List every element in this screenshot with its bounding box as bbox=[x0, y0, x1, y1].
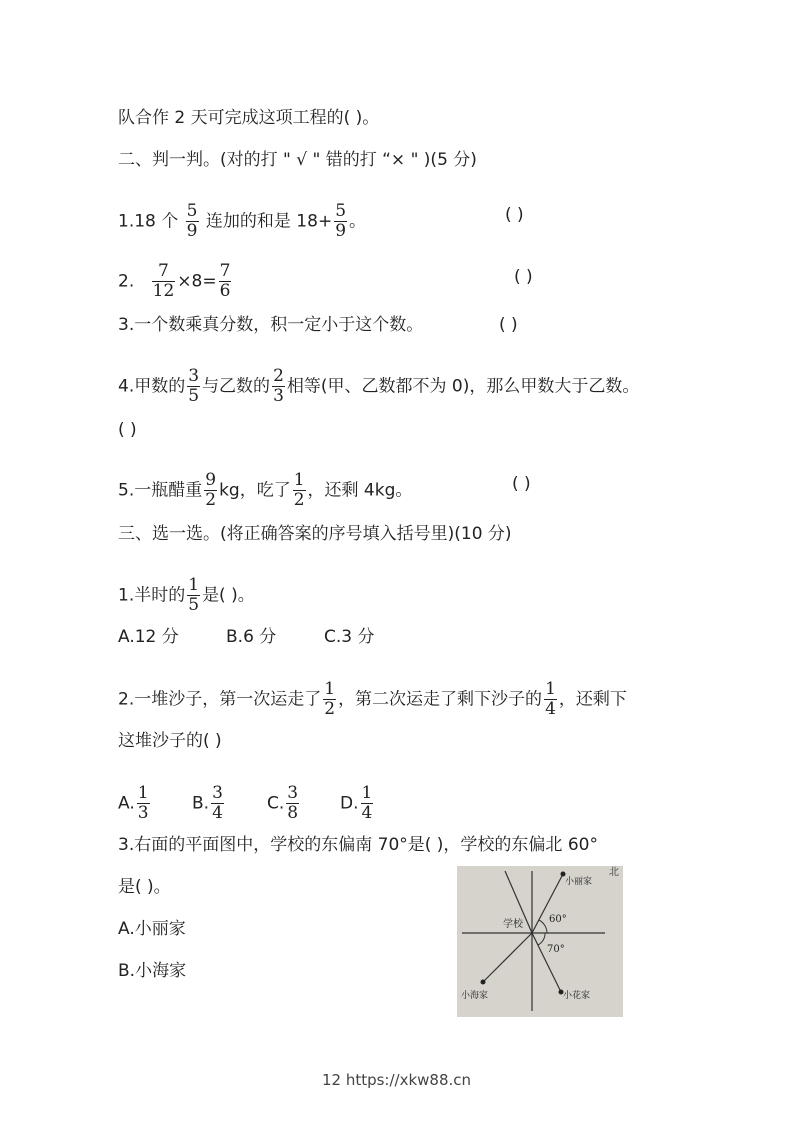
judge-4-answer-paren[interactable]: ( ) bbox=[118, 420, 137, 440]
fraction-3-4: $\frac{3}{4}$ bbox=[212, 783, 223, 823]
choice-item-2 bbox=[118, 680, 627, 719]
north-label: 北 bbox=[609, 867, 619, 878]
judge-1-text-c: 。 bbox=[349, 211, 367, 232]
angle-60-label: 60° bbox=[549, 914, 567, 925]
judge-2-answer-paren[interactable]: ( ) bbox=[514, 267, 533, 287]
lili-label: 小丽家 bbox=[565, 877, 593, 887]
haijia-dot bbox=[481, 980, 486, 985]
judge-2-text-a: 2. bbox=[118, 271, 135, 292]
choice-1-option-a[interactable]: A.12 分 bbox=[118, 627, 179, 647]
choice-2-text-b: ，第二次运走了剩下沙子的 bbox=[338, 689, 543, 710]
fraction-1-5: $\frac{1}{5}$ bbox=[188, 575, 200, 615]
haijia-label: 小海家 bbox=[461, 991, 489, 1001]
fraction-1-2: $\frac{1}{2}$ bbox=[293, 470, 305, 510]
choice-2-option-b[interactable]: B. $\frac{3}{4}$ bbox=[192, 783, 223, 823]
fraction-1-4-b: $\frac{1}{4}$ bbox=[361, 783, 373, 823]
fraction-7-12: $\frac{7}{12}$ bbox=[152, 261, 175, 301]
judge-item-5 bbox=[118, 471, 412, 510]
choice-3-option-b[interactable]: B.小海家 bbox=[118, 961, 187, 981]
fraction-1-4: $\frac{1}{4}$ bbox=[545, 679, 556, 719]
judge-1-text-b: 连加的和是 18+ bbox=[205, 211, 333, 232]
line-continued-question: 队合作 2 天可完成这项工程的( )。 bbox=[118, 108, 380, 128]
choice-1-text-a: 1.半时的 bbox=[118, 585, 186, 606]
fraction-1-3: $\frac{1}{3}$ bbox=[137, 783, 149, 823]
choice-1-option-c[interactable]: C.3 分 bbox=[324, 627, 375, 647]
choice-1-option-b[interactable]: B.6 分 bbox=[226, 627, 277, 647]
choice-3-option-a[interactable]: A.小丽家 bbox=[118, 919, 186, 939]
section-3-heading: 三、选一选。(将正确答案的序号填入括号里)(10 分) bbox=[118, 524, 512, 544]
fraction-7-6: $\frac{7}{6}$ bbox=[219, 261, 231, 301]
judge-5-text-c: ，还剩 4kg。 bbox=[307, 480, 413, 501]
judge-5-text-b: kg，吃了 bbox=[219, 480, 291, 501]
direction-map-svg bbox=[457, 866, 623, 1017]
judge-5-answer-paren[interactable]: ( ) bbox=[512, 474, 531, 494]
judge-item-2 bbox=[118, 262, 233, 301]
fraction-5-9-b: $\frac{5}{9}$ bbox=[335, 201, 347, 241]
judge-4-text-c: 相等(甲、乙数都不为 0)，那么甲数大于乙数。 bbox=[286, 376, 640, 397]
judge-2-text-b: ×8= bbox=[177, 271, 217, 292]
direction-map-figure bbox=[457, 866, 623, 1017]
judge-item-1 bbox=[118, 202, 366, 241]
judge-item-4 bbox=[118, 367, 639, 406]
choice-3-continued: 是( )。 bbox=[118, 877, 171, 897]
judge-3-answer-paren[interactable]: ( ) bbox=[499, 315, 518, 335]
page-footer: 12 https://xkw88.cn bbox=[321, 1071, 472, 1089]
choice-2-continued: 这堆沙子的( ) bbox=[118, 731, 222, 751]
choice-item-3: 3.右面的平面图中，学校的东偏南 70°是( )，学校的东偏北 60° bbox=[118, 835, 598, 855]
judge-4-text-a: 4.甲数的 bbox=[118, 376, 186, 397]
fraction-9-2: $\frac{9}{2}$ bbox=[205, 470, 217, 510]
choice-1-text-b: 是( )。 bbox=[202, 585, 255, 606]
judge-1-text-a: 1.18 个 bbox=[118, 211, 179, 232]
choice-item-1 bbox=[118, 576, 255, 615]
choice-2-text-a: 2.一堆沙子，第一次运走了 bbox=[118, 689, 322, 710]
lili-dot bbox=[561, 872, 566, 877]
choice-2-option-c[interactable]: C. $\frac{3}{8}$ bbox=[267, 783, 299, 823]
fraction-1-2-b: $\frac{1}{2}$ bbox=[324, 679, 336, 719]
judge-5-text-a: 5.一瓶醋重 bbox=[118, 480, 203, 501]
huajia-label: 小花家 bbox=[563, 991, 591, 1001]
fraction-3-8: $\frac{3}{8}$ bbox=[287, 783, 299, 823]
choice-2-text-c: ，还剩下 bbox=[558, 689, 627, 710]
section-2-heading: 二、判一判。(对的打 " √ " 错的打 “× " )(5 分) bbox=[118, 150, 477, 170]
angle-70-label: 70° bbox=[547, 944, 565, 955]
fraction-5-9: $\frac{5}{9}$ bbox=[186, 201, 198, 241]
school-label: 学校 bbox=[503, 919, 523, 930]
fraction-2-3: $\frac{2}{3}$ bbox=[273, 366, 284, 406]
judge-1-answer-paren[interactable]: ( ) bbox=[505, 205, 524, 225]
fraction-3-5: $\frac{3}{5}$ bbox=[188, 366, 200, 406]
choice-2-option-d[interactable]: D. $\frac{1}{4}$ bbox=[340, 783, 373, 823]
choice-2-option-a[interactable]: A. $\frac{1}{3}$ bbox=[118, 783, 149, 823]
judge-item-3: 3.一个数乘真分数，积一定小于这个数。 bbox=[118, 315, 424, 335]
judge-4-text-b: 与乙数的 bbox=[202, 376, 271, 397]
